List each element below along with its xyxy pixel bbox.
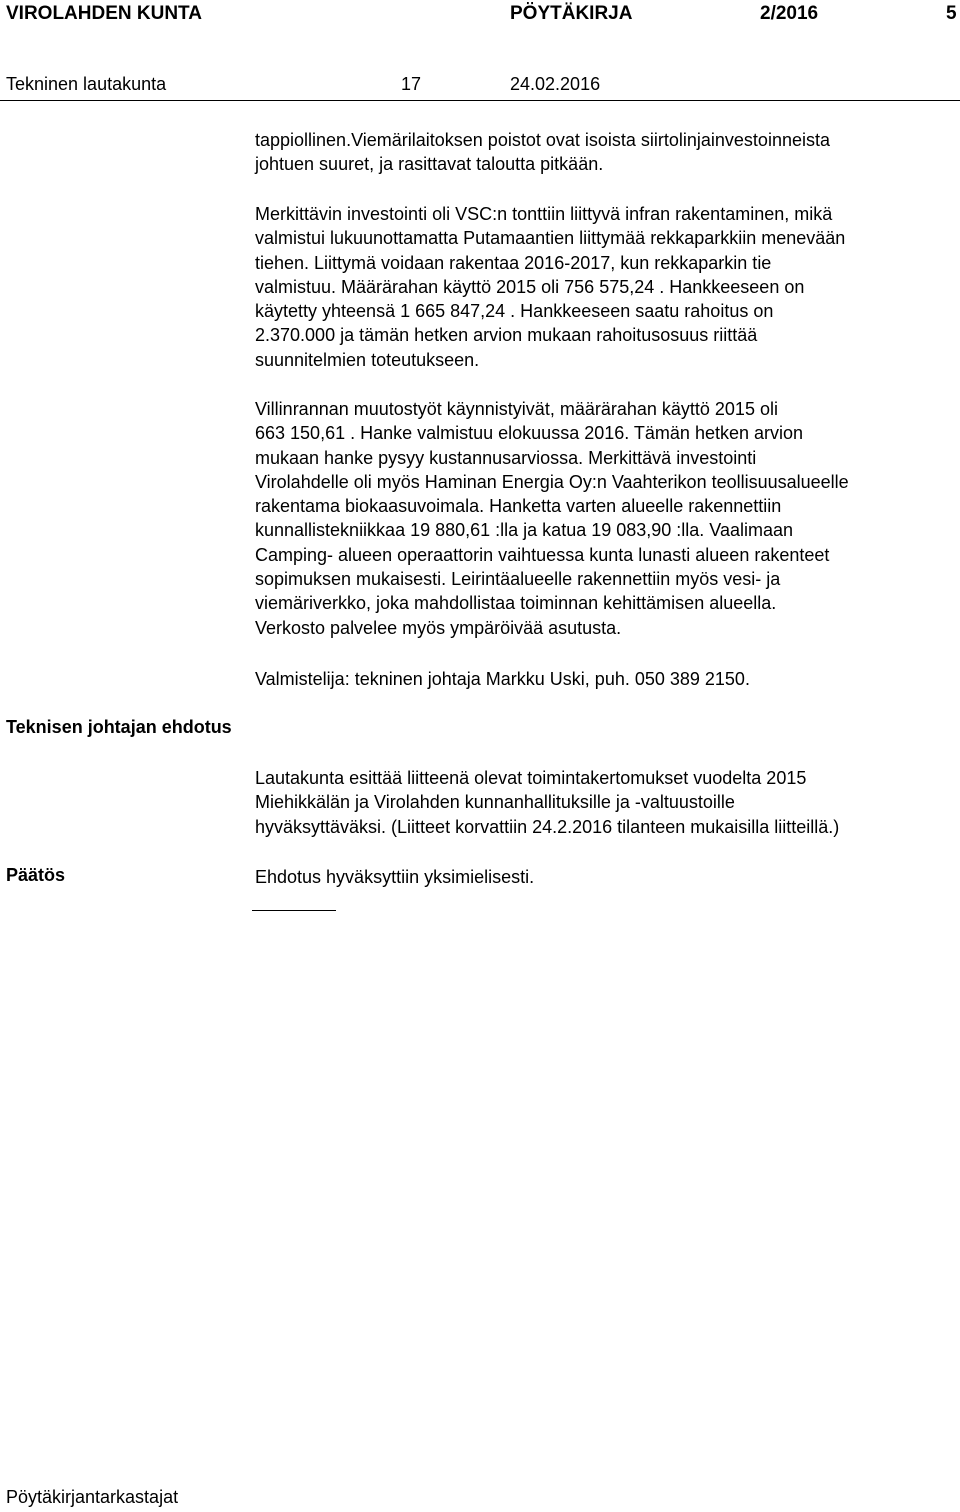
proposal-label: Teknisen johtajan ehdotus — [6, 717, 232, 737]
municipality-name: VIROLAHDEN KUNTA — [6, 3, 202, 24]
footer-reviewers-label: Pöytäkirjantarkastajat — [6, 1487, 179, 1507]
meeting-date: 24.02.2016 — [510, 74, 601, 94]
committee-name: Tekninen lautakunta — [6, 74, 167, 94]
proposal-text: Lautakunta esittää liitteenä olevat toimintakertomukset vuodelta 2015 Miehikkälän ja Virolahden kunnanhallituksille ja -valtuustoille hyväksyttäväksi. (Liitteet korvattiin 24.2.2016 tilanteen mukaisilla liitteillä.) — [255, 768, 840, 837]
document-number: 2/2016 — [760, 3, 819, 24]
paragraph-villinranta: Villinrannan muutostyöt käynnistyivät, määrärahan käyttö 2015 oli 663 150,61 . Hanke valmistuu elokuussa 2016. Tämän hetken arvion mukaan hanke pysyy kustannusarviossa. Merkittävä investointi Virolahdelle oli myös Haminan Energia Oy:n Vaahterikon teollisuusalueelle rakentama biokaasuvoimala. Hanketta varten alueelle rakennettiin kunnallistekniikkaa 19 880,61 :lla ja katua 19 083,90 :lla. Vaalimaan Camping- alueen operaattorin vaihtuessa kunta lunasti alueen rakenteet sopimuksen mukaisesti. Leirintäalueelle rakennettiin myös vesi- ja viemäriverkko, joka mahdollistaa toiminnan kehittämisen alueella. Verkosto palvelee myös ympäröivää asutusta. — [255, 399, 849, 638]
decision-text: Ehdotus hyväksyttiin yksimielisesti. — [255, 867, 535, 887]
header-divider — [0, 100, 960, 101]
paragraph-vsc-investment: Merkittävin investointi oli VSC:n tonttiin liittyvä infran rakentaminen, mikä valmistui lukuunottamatta Putamaantien liittymää rekkaparkkiin menevään tiehen. Liittymä voidaan rakentaa 2016-2017, kun rekkaparkin tie valmistuu. Määrärahan käyttö 2015 oli 756 575,24 . Hankkeeseen on käytetty yhteensä 1 665 847,24 . Hankkeeseen saatu rahoitus on 2.370.000 ja tämän hetken arvion mukaan rahoitusosuus riittää suunnitelmien toteutukseen. — [255, 204, 846, 370]
closing-underline — [252, 910, 336, 911]
decision-label: Päätös — [6, 865, 66, 885]
document-type: PÖYTÄKIRJA — [510, 3, 633, 24]
page-number: 5 — [946, 3, 957, 24]
preparer-line: Valmistelija: tekninen johtaja Markku Uski, puh. 050 389 2150. — [255, 669, 750, 689]
paragraph-depreciation: tappiollinen.Viemärilaitoksen poistot ovat isoista siirtolinjainvestoinneista johtuen suuret, ja rasittavat taloutta pitkään. — [255, 130, 830, 175]
section-number: 17 — [401, 74, 422, 94]
